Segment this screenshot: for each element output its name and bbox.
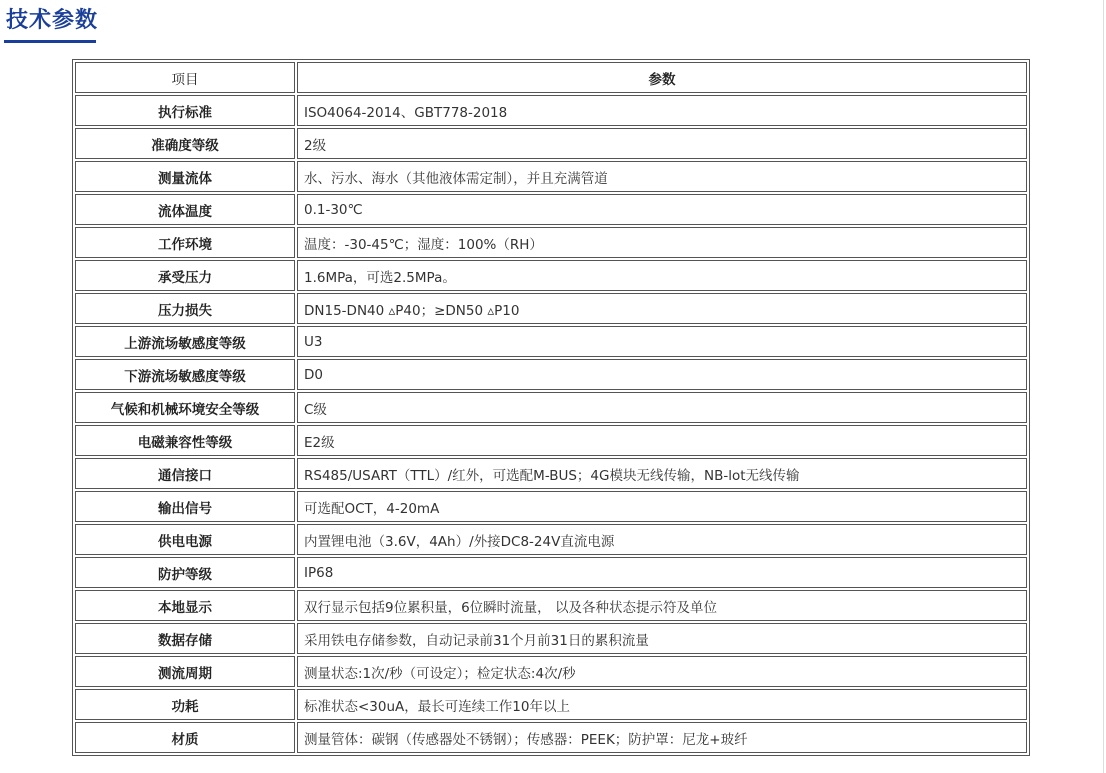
table-row: [75, 392, 1027, 423]
row-value: E2级: [297, 425, 1027, 456]
row-value: 0.1-30℃: [297, 194, 1027, 225]
table-row: [75, 260, 1027, 291]
row-label: 数据存储: [75, 623, 295, 654]
row-label: 测量流体: [75, 161, 295, 192]
row-value: 温度：-30-45℃；湿度：100%（RH）: [297, 227, 1027, 258]
table-row: [75, 623, 1027, 654]
row-value: 双行显示包括9位累积量，6位瞬时流量， 以及各种状态提示符及单位: [297, 590, 1027, 621]
table-row: [75, 425, 1027, 456]
table-header-row: [75, 62, 1027, 93]
row-label: 测流周期: [75, 656, 295, 687]
row-label: 电磁兼容性等级: [75, 425, 295, 456]
section-title: 技术参数: [6, 8, 99, 33]
table-row: [75, 194, 1027, 225]
row-label: 压力损失: [75, 293, 295, 324]
row-value: 水、污水、海水（其他液体需定制），并且充满管道: [297, 161, 1027, 192]
row-value: 采用铁电存储参数，自动记录前31个月前31日的累积流量: [297, 623, 1027, 654]
row-label: 通信接口: [75, 458, 295, 489]
row-value: 内置锂电池（3.6V，4Ah）/外接DC8-24V直流电源: [297, 524, 1027, 555]
row-label: 功耗: [75, 689, 295, 720]
table-row: [75, 557, 1027, 588]
row-label: 承受压力: [75, 260, 295, 291]
table-row: [75, 227, 1027, 258]
row-label: 材质: [75, 722, 295, 753]
table-row: [75, 359, 1027, 390]
row-value: C级: [297, 392, 1027, 423]
row-label: 下游流场敏感度等级: [75, 359, 295, 390]
row-value: 测量管体：碳钢（传感器处不锈钢）；传感器：PEEK；防护罩：尼龙+玻纤: [297, 722, 1027, 753]
table-row: [75, 491, 1027, 522]
table-row: [75, 128, 1027, 159]
row-value: 1.6MPa，可选2.5MPa。: [297, 260, 1027, 291]
row-value: 2级: [297, 128, 1027, 159]
row-label: 本地显示: [75, 590, 295, 621]
row-label: 上游流场敏感度等级: [75, 326, 295, 357]
table-row: [75, 689, 1027, 720]
page-divider: [1103, 0, 1104, 773]
row-value: 标准状态<30uA，最长可连续工作10年以上: [297, 689, 1027, 720]
table-row: [75, 656, 1027, 687]
header-param: 参数: [297, 62, 1027, 93]
table-row: [75, 524, 1027, 555]
row-value: D0: [297, 359, 1027, 390]
row-label: 工作环境: [75, 227, 295, 258]
row-value: ISO4064-2014、GBT778-2018: [297, 95, 1027, 126]
row-label: 流体温度: [75, 194, 295, 225]
spec-table: [72, 59, 1030, 756]
table-row: [75, 326, 1027, 357]
header-item: 项目: [75, 62, 295, 93]
row-label: 准确度等级: [75, 128, 295, 159]
row-value: 测量状态:1次/秒（可设定）；检定状态:4次/秒: [297, 656, 1027, 687]
row-value: U3: [297, 326, 1027, 357]
row-value: DN15-DN40 ▵P40；≥DN50 ▵P10: [297, 293, 1027, 324]
table-row: [75, 95, 1027, 126]
row-label: 执行标准: [75, 95, 295, 126]
row-label: 供电电源: [75, 524, 295, 555]
row-label: 输出信号: [75, 491, 295, 522]
table-row: [75, 161, 1027, 192]
title-underline: [4, 40, 96, 43]
table-row: [75, 458, 1027, 489]
row-value: 可选配OCT，4-20mA: [297, 491, 1027, 522]
table-row: [75, 590, 1027, 621]
row-label: 气候和机械环境安全等级: [75, 392, 295, 423]
table-row: [75, 293, 1027, 324]
row-value: IP68: [297, 557, 1027, 588]
row-value: RS485/USART（TTL）/红外，可选配M-BUS；4G模块无线传输，NB-lot无线传输: [297, 458, 1027, 489]
table-row: [75, 722, 1027, 753]
row-label: 防护等级: [75, 557, 295, 588]
